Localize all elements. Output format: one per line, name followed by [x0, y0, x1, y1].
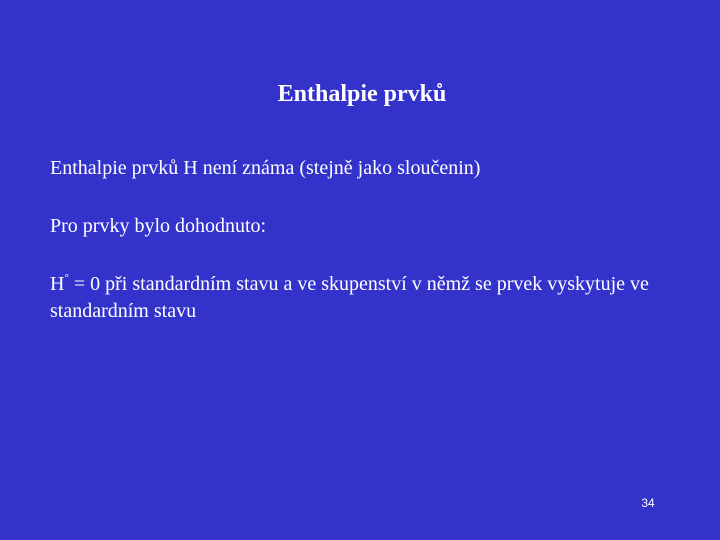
paragraph-enthalpy-unknown: Enthalpie prvků H není známa (stejně jako sloučenin) [50, 157, 481, 179]
paragraph-standard-state-convention [50, 271, 680, 325]
convention-text: = 0 při standardním stavu a ve skupenství v němž se prvek vyskytuje ve standardním stavu [50, 273, 649, 322]
page-number: 34 [641, 496, 655, 510]
slide-title: Enthalpie prvků [277, 81, 447, 107]
enthalpy-symbol: H [50, 273, 65, 295]
paragraph-convention-intro: Pro prvky bylo dohodnuto: [50, 215, 267, 237]
degree-superscript: ° [64, 272, 69, 284]
